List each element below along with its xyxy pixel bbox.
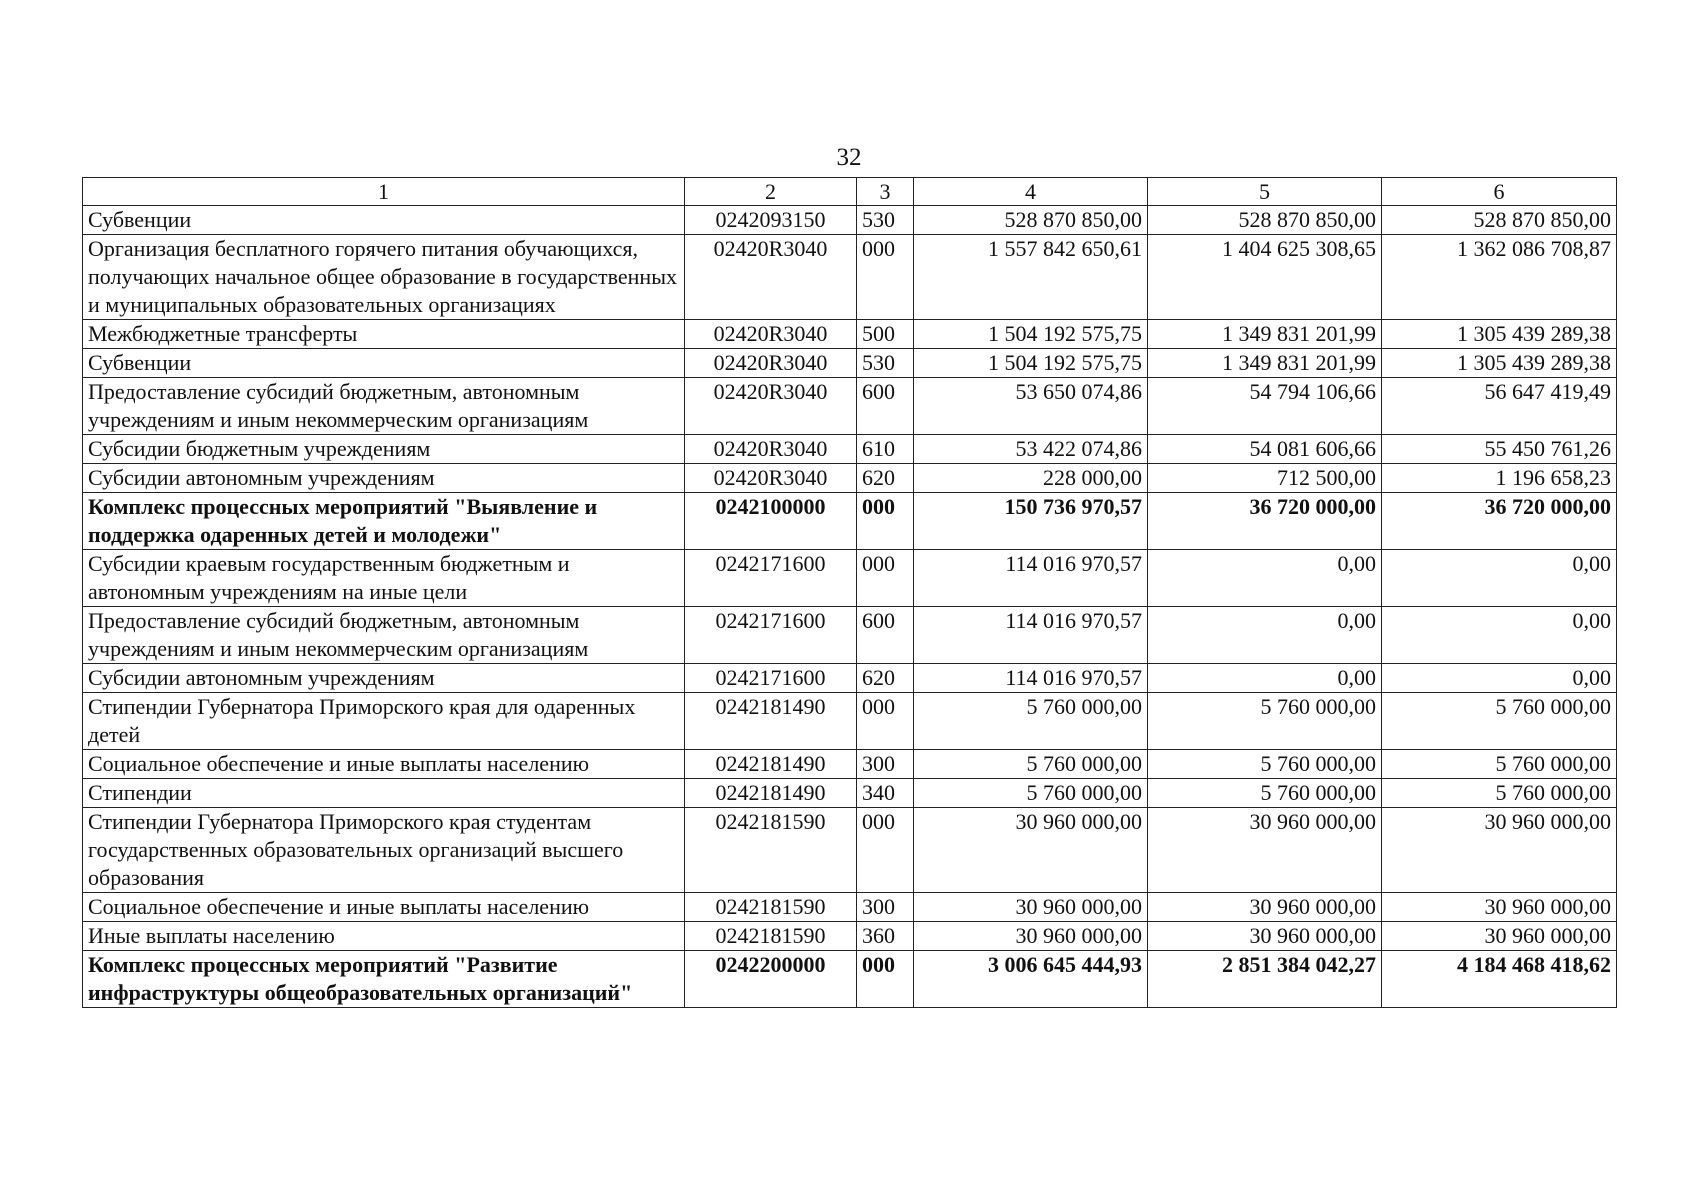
row-value-5-cell: 0,00 — [1148, 607, 1382, 664]
row-name-cell: Стипендии Губернатора Приморского края для одаренных детей — [83, 693, 685, 750]
row-code-cell: 0242100000 — [685, 493, 857, 550]
table-row — [83, 779, 1617, 808]
row-value-4-cell: 150 736 970,57 — [914, 493, 1148, 550]
row-value-5-cell: 0,00 — [1148, 550, 1382, 607]
row-value-5-cell: 5 760 000,00 — [1148, 693, 1382, 750]
row-value-4-cell: 30 960 000,00 — [914, 893, 1148, 922]
row-type-cell: 530 — [857, 206, 914, 235]
table-row — [83, 206, 1617, 235]
row-value-5-cell: 54 794 106,66 — [1148, 378, 1382, 435]
row-type-cell: 300 — [857, 750, 914, 779]
row-type-cell: 600 — [857, 607, 914, 664]
row-value-6-cell: 1 362 086 708,87 — [1382, 235, 1617, 320]
row-name-cell: Организация бесплатного горячего питания обучающихся, получающих начальное общее образование в государственных и муниципальных образовательных организациях — [83, 235, 685, 320]
table-row — [83, 464, 1617, 493]
row-type-cell: 000 — [857, 951, 914, 1008]
row-code-cell: 0242171600 — [685, 550, 857, 607]
header-cell-3: 3 — [857, 178, 914, 206]
row-type-cell: 300 — [857, 893, 914, 922]
row-name-cell: Социальное обеспечение и иные выплаты населению — [83, 893, 685, 922]
row-value-4-cell: 5 760 000,00 — [914, 750, 1148, 779]
row-name-cell: Иные выплаты населению — [83, 922, 685, 951]
row-value-6-cell: 4 184 468 418,62 — [1382, 951, 1617, 1008]
row-name-cell: Предоставление субсидий бюджетным, автономным учреждениям и иным некоммерческим организациям — [83, 607, 685, 664]
row-name-cell: Субсидии бюджетным учреждениям — [83, 435, 685, 464]
row-code-cell: 0242181490 — [685, 750, 857, 779]
row-name-cell: Стипендии Губернатора Приморского края студентам государственных образовательных организаций высшего образования — [83, 808, 685, 893]
row-type-cell: 620 — [857, 464, 914, 493]
row-code-cell: 02420R3040 — [685, 464, 857, 493]
row-type-cell: 000 — [857, 493, 914, 550]
table-row — [83, 607, 1617, 664]
row-value-6-cell: 0,00 — [1382, 550, 1617, 607]
row-value-6-cell: 36 720 000,00 — [1382, 493, 1617, 550]
row-type-cell: 340 — [857, 779, 914, 808]
row-value-4-cell: 528 870 850,00 — [914, 206, 1148, 235]
row-value-6-cell: 5 760 000,00 — [1382, 693, 1617, 750]
table-row — [83, 808, 1617, 893]
row-value-4-cell: 53 650 074,86 — [914, 378, 1148, 435]
row-value-5-cell: 1 349 831 201,99 — [1148, 349, 1382, 378]
row-value-6-cell: 56 647 419,49 — [1382, 378, 1617, 435]
row-value-6-cell: 30 960 000,00 — [1382, 893, 1617, 922]
header-cell-5: 5 — [1148, 178, 1382, 206]
table-row — [83, 922, 1617, 951]
row-value-5-cell: 30 960 000,00 — [1148, 893, 1382, 922]
row-name-cell: Субсидии автономным учреждениям — [83, 464, 685, 493]
header-cell-1: 1 — [83, 178, 685, 206]
row-value-6-cell: 30 960 000,00 — [1382, 922, 1617, 951]
table-row — [83, 435, 1617, 464]
row-value-4-cell: 1 557 842 650,61 — [914, 235, 1148, 320]
row-code-cell: 02420R3040 — [685, 320, 857, 349]
row-value-4-cell: 114 016 970,57 — [914, 550, 1148, 607]
row-value-6-cell: 30 960 000,00 — [1382, 808, 1617, 893]
table-row — [83, 893, 1617, 922]
table-header-row — [83, 178, 1617, 206]
row-value-5-cell: 30 960 000,00 — [1148, 922, 1382, 951]
page-number: 32 — [836, 144, 862, 171]
row-type-cell: 530 — [857, 349, 914, 378]
row-name-cell: Субвенции — [83, 206, 685, 235]
row-type-cell: 000 — [857, 693, 914, 750]
row-value-4-cell: 114 016 970,57 — [914, 607, 1148, 664]
row-value-6-cell: 1 305 439 289,38 — [1382, 320, 1617, 349]
row-type-cell: 360 — [857, 922, 914, 951]
row-name-cell: Субсидии автономным учреждениям — [83, 664, 685, 693]
header-cell-2: 2 — [685, 178, 857, 206]
row-code-cell: 0242181590 — [685, 893, 857, 922]
row-code-cell: 0242093150 — [685, 206, 857, 235]
table-row — [83, 378, 1617, 435]
table-row — [83, 951, 1617, 1008]
row-type-cell: 000 — [857, 808, 914, 893]
row-name-cell: Комплекс процессных мероприятий "Выявление и поддержка одаренных детей и молодежи" — [83, 493, 685, 550]
row-value-4-cell: 3 006 645 444,93 — [914, 951, 1148, 1008]
table-row — [83, 550, 1617, 607]
row-code-cell: 0242171600 — [685, 607, 857, 664]
table-row — [83, 349, 1617, 378]
row-type-cell: 000 — [857, 550, 914, 607]
row-value-6-cell: 1 196 658,23 — [1382, 464, 1617, 493]
row-value-5-cell: 36 720 000,00 — [1148, 493, 1382, 550]
row-type-cell: 500 — [857, 320, 914, 349]
row-type-cell: 620 — [857, 664, 914, 693]
row-value-4-cell: 5 760 000,00 — [914, 779, 1148, 808]
row-code-cell: 0242181490 — [685, 693, 857, 750]
row-name-cell: Социальное обеспечение и иные выплаты населению — [83, 750, 685, 779]
row-code-cell: 0242181490 — [685, 779, 857, 808]
row-name-cell: Межбюджетные трансферты — [83, 320, 685, 349]
row-value-5-cell: 30 960 000,00 — [1148, 808, 1382, 893]
row-type-cell: 600 — [857, 378, 914, 435]
row-code-cell: 0242200000 — [685, 951, 857, 1008]
table-row — [83, 320, 1617, 349]
row-name-cell: Предоставление субсидий бюджетным, автономным учреждениям и иным некоммерческим организациям — [83, 378, 685, 435]
row-value-6-cell: 0,00 — [1382, 664, 1617, 693]
row-value-4-cell: 5 760 000,00 — [914, 693, 1148, 750]
row-code-cell: 02420R3040 — [685, 235, 857, 320]
row-value-5-cell: 712 500,00 — [1148, 464, 1382, 493]
table-row — [83, 493, 1617, 550]
row-code-cell: 02420R3040 — [685, 378, 857, 435]
row-value-6-cell: 55 450 761,26 — [1382, 435, 1617, 464]
row-value-5-cell: 54 081 606,66 — [1148, 435, 1382, 464]
row-value-6-cell: 5 760 000,00 — [1382, 750, 1617, 779]
row-value-5-cell: 1 404 625 308,65 — [1148, 235, 1382, 320]
row-value-4-cell: 30 960 000,00 — [914, 808, 1148, 893]
row-value-4-cell: 1 504 192 575,75 — [914, 349, 1148, 378]
row-value-5-cell: 5 760 000,00 — [1148, 750, 1382, 779]
header-cell-6: 6 — [1382, 178, 1617, 206]
row-value-5-cell: 1 349 831 201,99 — [1148, 320, 1382, 349]
row-code-cell: 0242181590 — [685, 808, 857, 893]
row-name-cell: Субвенции — [83, 349, 685, 378]
table-row — [83, 750, 1617, 779]
row-code-cell: 02420R3040 — [685, 435, 857, 464]
row-type-cell: 000 — [857, 235, 914, 320]
row-value-5-cell: 5 760 000,00 — [1148, 779, 1382, 808]
table-row — [83, 664, 1617, 693]
row-name-cell: Субсидии краевым государственным бюджетным и автономным учреждениям на иные цели — [83, 550, 685, 607]
header-cell-4: 4 — [914, 178, 1148, 206]
row-type-cell: 610 — [857, 435, 914, 464]
row-value-5-cell: 0,00 — [1148, 664, 1382, 693]
table-row — [83, 693, 1617, 750]
budget-table — [82, 177, 1617, 1008]
row-value-5-cell: 2 851 384 042,27 — [1148, 951, 1382, 1008]
row-value-4-cell: 114 016 970,57 — [914, 664, 1148, 693]
row-value-4-cell: 228 000,00 — [914, 464, 1148, 493]
row-name-cell: Комплекс процессных мероприятий "Развитие инфраструктуры общеобразовательных организаций" — [83, 951, 685, 1008]
row-value-6-cell: 1 305 439 289,38 — [1382, 349, 1617, 378]
row-value-6-cell: 528 870 850,00 — [1382, 206, 1617, 235]
row-value-6-cell: 0,00 — [1382, 607, 1617, 664]
row-code-cell: 0242181590 — [685, 922, 857, 951]
row-value-4-cell: 53 422 074,86 — [914, 435, 1148, 464]
table-row — [83, 235, 1617, 320]
row-value-6-cell: 5 760 000,00 — [1382, 779, 1617, 808]
row-name-cell: Стипендии — [83, 779, 685, 808]
row-value-5-cell: 528 870 850,00 — [1148, 206, 1382, 235]
row-code-cell: 02420R3040 — [685, 349, 857, 378]
row-value-4-cell: 1 504 192 575,75 — [914, 320, 1148, 349]
row-value-4-cell: 30 960 000,00 — [914, 922, 1148, 951]
row-code-cell: 0242171600 — [685, 664, 857, 693]
